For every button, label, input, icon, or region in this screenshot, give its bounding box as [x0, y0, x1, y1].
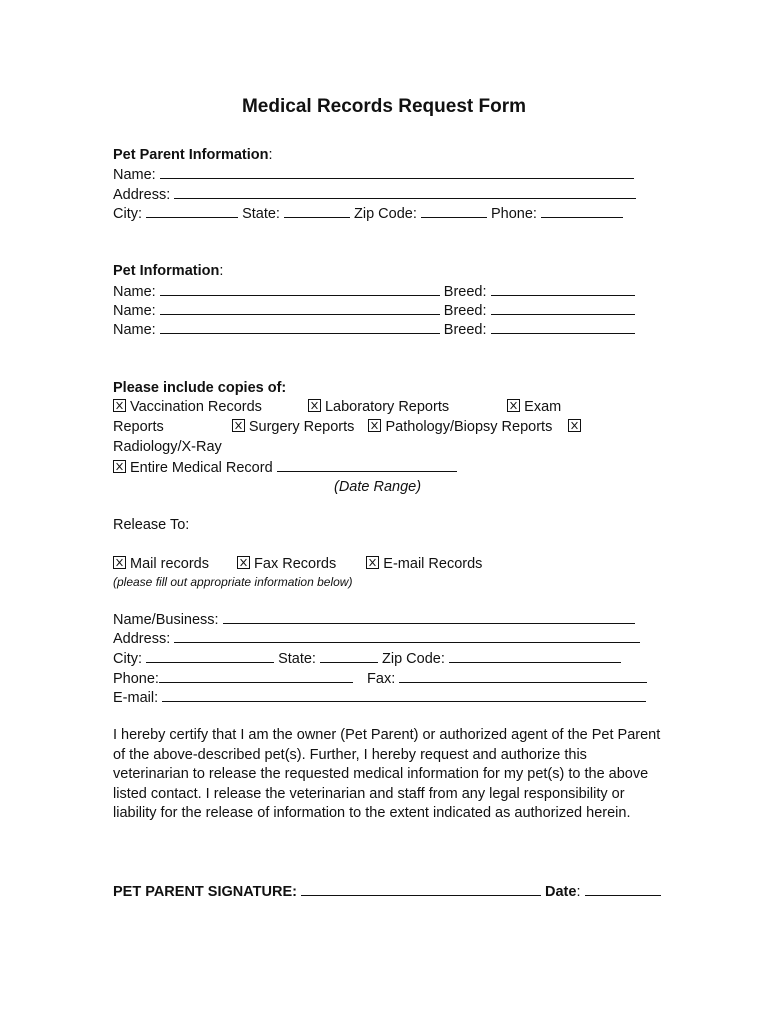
recipient-state-field[interactable]: [320, 649, 378, 663]
recipient-address-row: Address:: [113, 629, 640, 648]
pathology-checkbox[interactable]: [368, 419, 381, 432]
recipient-address-field[interactable]: [174, 629, 640, 643]
pet-row-1: Name: Breed:: [113, 282, 635, 301]
vaccination-checkbox[interactable]: [113, 399, 126, 412]
entire-record-checkbox[interactable]: [113, 460, 126, 473]
pet-parent-city-row: City: State: Zip Code: Phone:: [113, 204, 623, 223]
pet-name-field-3[interactable]: [160, 320, 440, 334]
pet-parent-state-field[interactable]: [284, 204, 350, 218]
signature-row: PET PARENT SIGNATURE: Date:: [113, 882, 661, 901]
surgery-checkbox[interactable]: [232, 419, 245, 432]
pet-parent-address-field[interactable]: [174, 185, 636, 199]
exam-checkbox[interactable]: [507, 399, 520, 412]
release-to-label: Release To:: [113, 517, 190, 533]
pet-name-field-1[interactable]: [160, 282, 440, 296]
recipient-zip-field[interactable]: [449, 649, 621, 663]
pet-breed-field-1[interactable]: [491, 282, 635, 296]
pet-parent-name-row: Name:: [113, 165, 634, 184]
recipient-email-field[interactable]: [162, 688, 646, 702]
pet-info-heading: Pet Information:: [113, 263, 224, 279]
signature-field[interactable]: [301, 882, 541, 896]
copies-row-3: Radiology/X-Ray: [113, 439, 222, 455]
recipient-phone-row: Phone: Fax:: [113, 669, 647, 688]
pet-parent-heading: Pet Parent Information:: [113, 147, 273, 163]
recipient-city-field[interactable]: [146, 649, 274, 663]
pet-parent-address-row: Address:: [113, 185, 636, 204]
pet-parent-zip-field[interactable]: [421, 204, 487, 218]
pet-row-3: Name: Breed:: [113, 320, 635, 339]
recipient-fax-field[interactable]: [399, 669, 647, 683]
recipient-city-row: City: State: Zip Code:: [113, 649, 621, 668]
radiology-checkbox[interactable]: [568, 419, 581, 432]
copies-heading: Please include copies of:: [113, 380, 287, 396]
certification-paragraph: I hereby certify that I am the owner (Pet Parent) or authorized agent of the Pet Parent of the above-described pet(s). Further, I hereby request and authorize this veterinarian to release the requested medical information for my pet(s) to the above listed contact. I release the veterinarian and staff from any legal responsibility or liability for the release of information to the extent indicated as authorized herein.: [113, 727, 661, 821]
signature-date-field[interactable]: [585, 882, 661, 896]
pet-parent-name-field[interactable]: [160, 165, 634, 179]
pet-breed-field-2[interactable]: [491, 301, 635, 315]
recipient-email-row: E-mail:: [113, 688, 646, 707]
release-note: (please fill out appropriate information below): [113, 575, 353, 589]
recipient-phone-field[interactable]: [159, 669, 353, 683]
date-range-caption: (Date Range): [334, 479, 422, 495]
copies-row-1: Vaccination Records Laboratory Reports Exam: [113, 398, 561, 416]
release-options-row: Mail records Fax Records E-mail Records: [113, 555, 482, 573]
pet-name-field-2[interactable]: [160, 301, 440, 315]
copies-row-4: Entire Medical Record: [113, 458, 457, 477]
pet-row-2: Name: Breed:: [113, 301, 635, 320]
fax-records-checkbox[interactable]: [237, 556, 250, 569]
form-title: Medical Records Request Form: [241, 96, 527, 117]
mail-records-checkbox[interactable]: [113, 556, 126, 569]
laboratory-checkbox[interactable]: [308, 399, 321, 412]
pet-parent-phone-field[interactable]: [541, 204, 623, 218]
copies-row-2: Reports Surgery Reports Pathology/Biopsy Reports: [113, 418, 585, 436]
recipient-name-row: Name/Business:: [113, 610, 635, 629]
pet-parent-city-field[interactable]: [146, 204, 238, 218]
email-records-checkbox[interactable]: [366, 556, 379, 569]
recipient-name-field[interactable]: [223, 610, 635, 624]
date-range-field[interactable]: [277, 458, 457, 472]
pet-breed-field-3[interactable]: [491, 320, 635, 334]
